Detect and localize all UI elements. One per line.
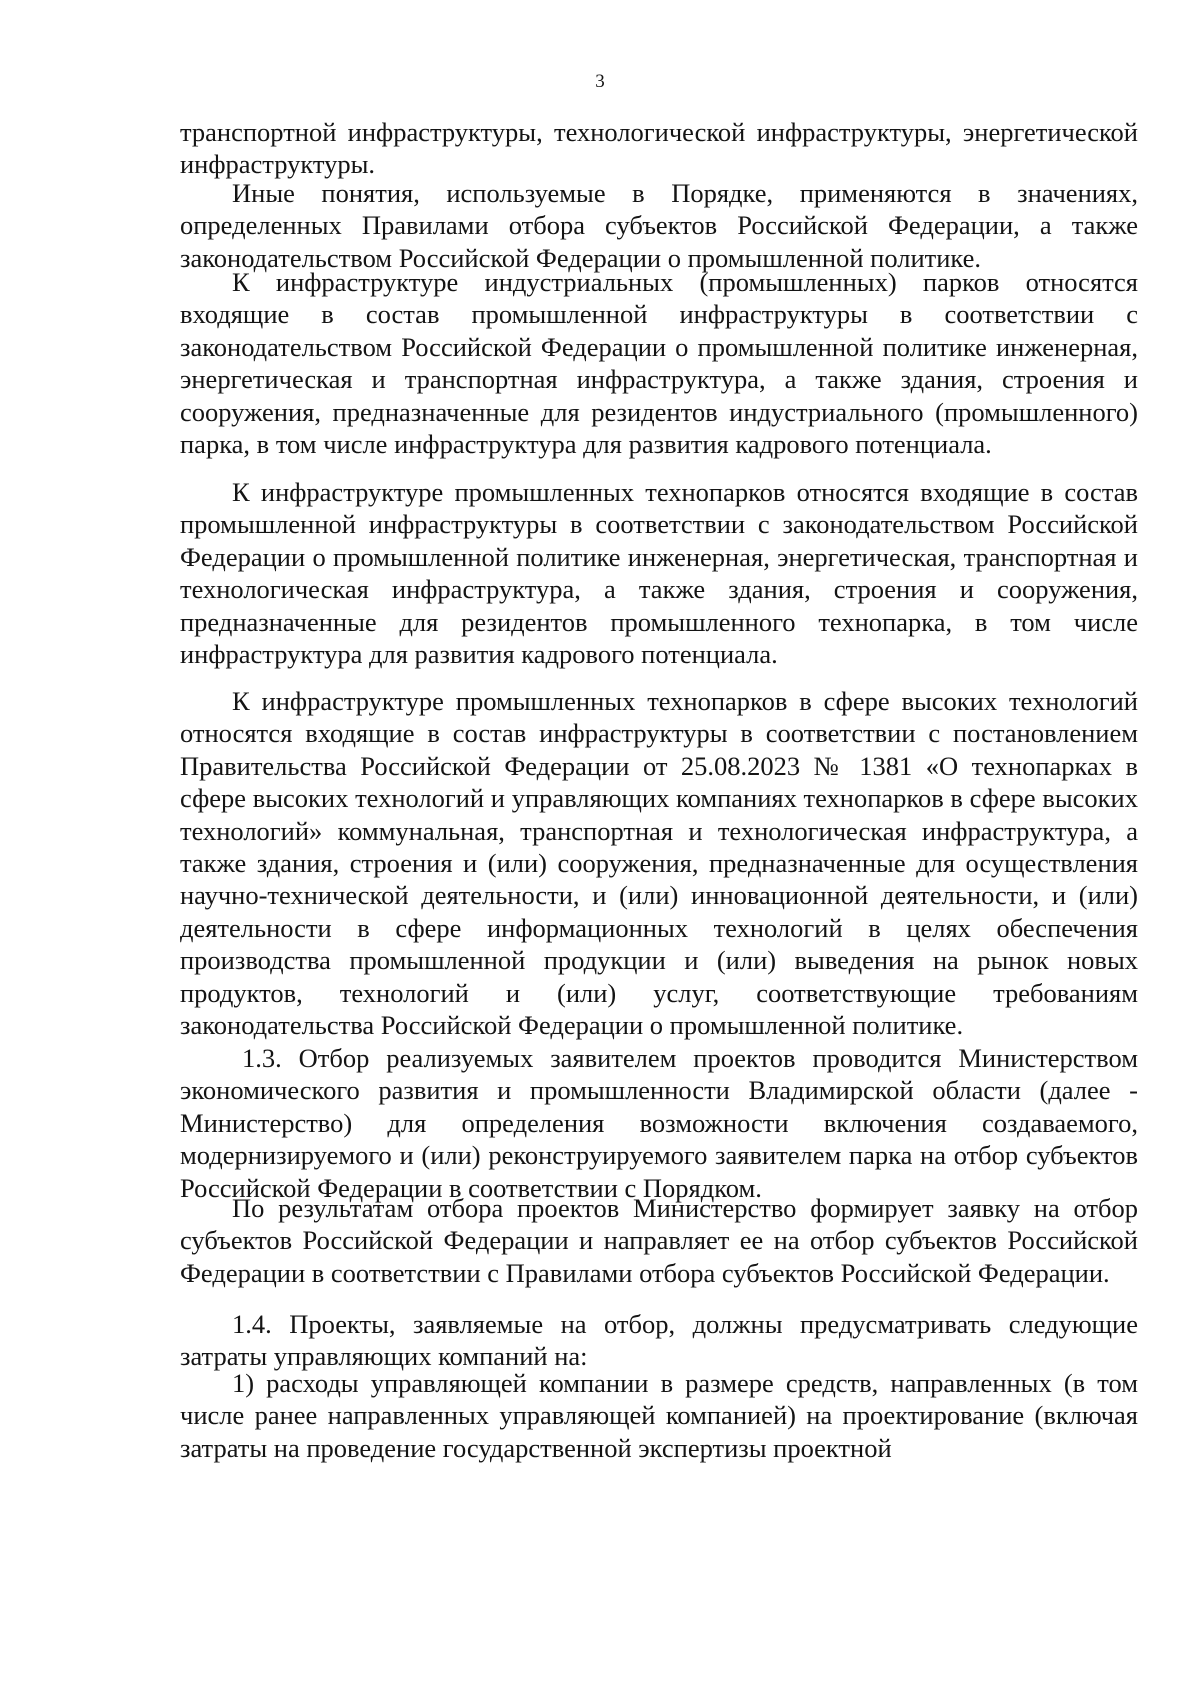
paragraph-industrial-parks-infrastructure: К инфраструктуре индустриальных (промышленных) парков относятся входящие в состав промышленной инфраструктуры в соответствии с законодательством Российской Федерации о промышленной политике инженерная, энергетическая и транспортная инфраструктура, а также здания, строения и сооружения, предназначенные для резидентов индустриального (промышленного) парка, в том числе инфраструктура для развития кадрового потенциала. <box>180 267 1138 460</box>
paragraph-1-4-projects: 1.4. Проекты, заявляемые на отбор, должны предусматривать следующие затраты управляющих компаний на: <box>180 1309 1138 1372</box>
paragraph-continuation: транспортной инфраструктуры, технологической инфраструктуры, энергетической инфраструктуры. <box>180 117 1138 180</box>
paragraph-industrial-technoparks-infrastructure: К инфраструктуре промышленных технопарков относятся входящие в состав промышленной инфраструктуры в соответствии с законодательством Российской Федерации о промышленной политике инженерная, энергетическая, транспортная и технологическая инфраструктура, а также здания, строения и сооружения, предназначенные для резидентов промышленного технопарка, в том числе инфраструктура для развития кадрового потенциала. <box>180 477 1138 670</box>
page-number: 3 <box>595 71 605 92</box>
paragraph-other-terms: Иные понятия, используемые в Порядке, применяются в значениях, определенных Правилами отбора субъектов Российской Федерации, а также законодательством Российской Федерации о промышленной политике. <box>180 178 1138 273</box>
paragraph-list-item-1: 1) расходы управляющей компании в размере средств, направленных (в том числе ранее направленных управляющей компанией) на проектирование (включая затраты на проведение государственной экспертизы проектной <box>180 1368 1138 1463</box>
paragraph-selection-results: По результатам отбора проектов Министерство формирует заявку на отбор субъектов Российской Федерации и направляет ее на отбор субъектов Российской Федерации в соответствии с Правилами отбора субъектов Российской Федерации. <box>180 1193 1138 1288</box>
paragraph-1-3-selection: 1.3. Отбор реализуемых заявителем проектов проводится Министерством экономического развития и промышленности Владимирской области (далее - Министерство) для определения возможности включения создаваемого, модернизируемого и (или) реконструируемого заявителем парка на отбор субъектов Российской Федерации в соответствии с Порядком. <box>180 1043 1138 1203</box>
paragraph-high-tech-technoparks-infrastructure: К инфраструктуре промышленных технопарков в сфере высоких технологий относятся входящие в состав инфраструктуры в соответствии с постановлением Правительства Российской Федерации от 25.08.2023 № 1381 «О технопарках в сфере высоких технологий и управляющих компаниях технопарков в сфере высоких технологий» коммунальная, транспортная и технологическая инфраструктура, а также здания, строения и (или) сооружения, предназначенные для осуществления научно-технической деятельности, и (или) инновационной деятельности, и (или) деятельности в сфере информационных технологий в целях обеспечения производства промышленной продукции и (или) выведения на рынок новых продуктов, технологий и (или) услуг, соответствующие требованиям законодательства Российской Федерации о промышленной политике. <box>180 686 1138 1041</box>
